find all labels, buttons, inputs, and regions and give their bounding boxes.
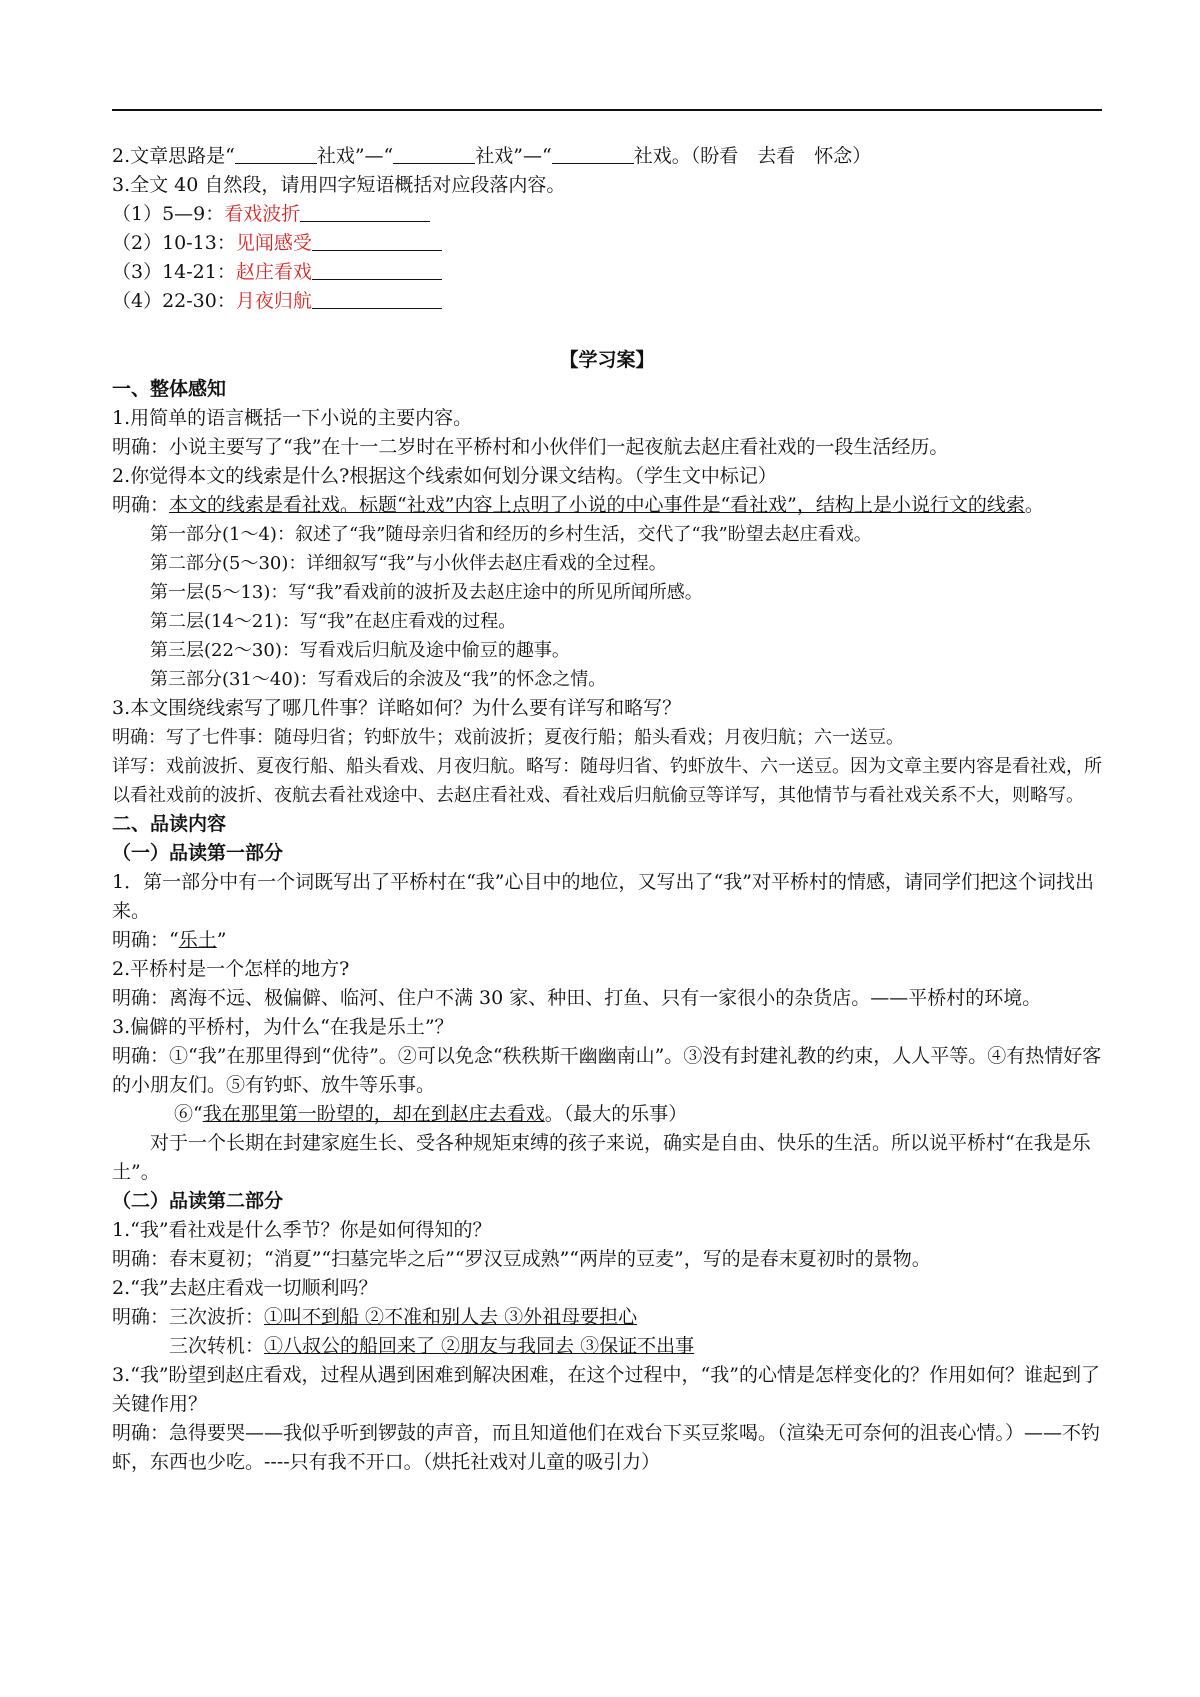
outline-item: 第二部分(5～30)：详细叙写“我”与小伙伴去赵庄看戏的全过程。: [150, 553, 667, 574]
section-1-title: 一、整体感知: [112, 378, 227, 400]
answer-suffix: ”: [216, 929, 227, 951]
s1-answer-3a: 明确：写了七件事：随母归省；钓虾放牛；戏前波折；夏夜行船；船头看戏；月夜归航；六一送豆。: [112, 727, 904, 748]
s1-question-2: 2.你觉得本文的线索是什么?根据这个线索如何划分课文结构。（学生文中标记）: [112, 465, 777, 487]
answer-blank: [312, 288, 442, 309]
answer-prefix: 明确：三次波折：: [112, 1306, 265, 1328]
answer-blank: [312, 230, 442, 251]
p2-question-2: 2.“我”去赵庄看戏一切顺利吗？: [112, 1277, 378, 1299]
fill-blank-1: [235, 143, 317, 164]
question-3-text: 3.全文 40 自然段，请用四字短语概括对应段落内容。: [112, 174, 566, 196]
p1-summary: 对于一个长期在封建家庭生长、受各种规矩束缚的孩子来说，确实是自由、快乐的生活。所以说平桥村“在我是乐土”。: [112, 1132, 1091, 1183]
underlined-answer: ①八叔公的船回来了 ②朋友与我同去 ③保证不出事: [264, 1335, 695, 1357]
s1-answer-3b: 详写：戏前波折、夏夜行船、船头看戏、月夜归航。略写：随母归省、钓虾放牛、六一送豆。因为文章主要内容是看社戏，所以看社戏前的波折、夜航去看社戏途中、去赵庄看社戏、看社戏后归航偷豆等详写，其他情节与看社戏关系不大，则略写。: [112, 756, 1102, 806]
part-1-title: （一）品读第一部分: [112, 842, 284, 864]
q2-prefix: 2.文章思路是“: [112, 145, 235, 167]
q2-seg3: 社戏。（盼看 去看 怀念）: [633, 145, 872, 167]
q3-item-label: （1）5—9：: [112, 203, 225, 225]
question-2-line: [112, 142, 1102, 171]
p2-answer-2b: [112, 1332, 1102, 1361]
q3-item-2: [112, 229, 1102, 258]
outline-item: 第二层(14～21)：写“我”在赵庄看戏的过程。: [150, 611, 517, 632]
s1-question-1: 1.用简单的语言概括一下小说的主要内容。: [112, 407, 473, 429]
p1-question-2: 2.平桥村是一个怎样的地方?: [112, 958, 350, 980]
q3-item-label: （2）10-13：: [112, 232, 236, 254]
answer-prefix: 三次转机：: [169, 1335, 265, 1357]
section-2-title: 二、品读内容: [112, 813, 227, 835]
key-word: 乐土: [178, 929, 217, 951]
q3-item-answer: 月夜归航: [235, 290, 312, 312]
q3-item-4: [112, 287, 1102, 316]
answer-blank: [312, 259, 442, 280]
q2-seg1: 社戏”—“: [316, 145, 394, 167]
spacer: [112, 316, 1102, 346]
answer-prefix: 明确：: [112, 494, 170, 516]
answer-suffix: 。（最大的乐事）: [544, 1103, 688, 1125]
s1-answer-2: [112, 491, 1102, 520]
q3-item-answer: 看戏波折: [224, 203, 301, 225]
answer-suffix: 。: [1024, 494, 1044, 516]
s1-question-3: 3.本文围绕线索写了哪几件事？详略如何？为什么要有详写和略写？: [112, 697, 682, 719]
p2-answer-2a: [112, 1303, 1102, 1332]
p1-answer-2: 明确：离海不远、极偏僻、临河、住户不满 30 家、种田、打鱼、只有一家很小的杂货店。——平桥村的环境。: [112, 987, 1042, 1009]
p2-question-3: 3.“我”盼望到赵庄看戏，过程从遇到困难到解决困难，在这个过程中，“我”的心情是怎样变化的？作用如何？谁起到了关键作用？: [112, 1364, 1100, 1415]
answer-prefix: 明确：“: [112, 929, 179, 951]
q3-item-label: （4）22-30：: [112, 290, 236, 312]
p1-answer-3: 明确：①“我”在那里得到“优待”。②可以免念“秩秩斯干幽幽南山”。③没有封建礼教的约束，人人平等。④有热情好客的小朋友们。⑤有钓虾、放牛等乐事。: [112, 1045, 1102, 1096]
document-body: [112, 142, 1102, 1477]
outline-item: 第一层(5～13)：写“我”看戏前的波折及去赵庄途中的所见所闻所感。: [150, 582, 703, 603]
part-2-title: （二）品读第二部分: [112, 1190, 284, 1212]
s1-answer-1: 明确：小说主要写了“我”在十一二岁时在平桥村和小伙伴们一起夜航去赵庄看社戏的一段生活经历。: [112, 436, 949, 458]
outline-item: 第三部分(31～40)：写看戏后的余波及“我”的怀念之情。: [150, 669, 607, 690]
q3-item-1: [112, 200, 1102, 229]
header-rule: [112, 109, 1102, 111]
q3-item-3: [112, 258, 1102, 287]
q3-item-answer: 赵庄看戏: [235, 261, 312, 283]
q3-item-answer: 见闻感受: [235, 232, 312, 254]
p1-answer-3-item-6: [112, 1100, 1102, 1129]
p2-answer-1: 明确：春末夏初；“消夏”“扫墓完毕之后”“罗汉豆成熟”“两岸的豆麦”，写的是春末夏初时的景物。: [112, 1248, 931, 1270]
q3-item-label: （3）14-21：: [112, 261, 236, 283]
section-heading: 【学习案】: [559, 349, 655, 371]
fill-blank-3: [552, 143, 634, 164]
underlined-answer: 我在那里第一盼望的，却在到赵庄去看戏: [202, 1103, 545, 1125]
q2-seg2: 社戏”—“: [475, 145, 552, 167]
p1-question-1: 1．第一部分中有一个词既写出了平桥村在“我”心目中的地位，又写出了“我”对平桥村的情感，请同学们把这个词找出来。: [112, 871, 1094, 922]
p2-question-1: 1.“我”看社戏是什么季节？你是如何得知的？: [112, 1219, 492, 1241]
underlined-answer: 本文的线索是看社戏。标题“社戏”内容上点明了小说的中心事件是“看社戏”，结构上是小说行文的线索: [169, 494, 1025, 516]
p2-answer-3: 明确：急得要哭——我似乎听到锣鼓的声音，而且知道他们在戏台下买豆浆喝。（渲染无可奈何的沮丧心情。）——不钓虾，东西也少吃。----只有我不开口。（烘托社戏对儿童的吸引力）: [112, 1422, 1101, 1473]
fill-blank-2: [393, 143, 475, 164]
p1-answer-1: [112, 926, 1102, 955]
answer-prefix: ⑥“: [174, 1103, 203, 1125]
outline-item: 第一部分(1～4)：叙述了“我”随母亲归省和经历的乡村生活，交代了“我”盼望去赵庄看戏。: [150, 524, 872, 545]
outline-item: 第三层(22～30)：写看戏后归航及途中偷豆的趣事。: [150, 640, 570, 661]
answer-blank: [300, 201, 430, 222]
p1-question-3: 3.偏僻的平桥村，为什么“在我是乐土”？: [112, 1016, 454, 1038]
underlined-answer: ①叫不到船 ②不准和别人去 ③外祖母要担心: [264, 1306, 638, 1328]
